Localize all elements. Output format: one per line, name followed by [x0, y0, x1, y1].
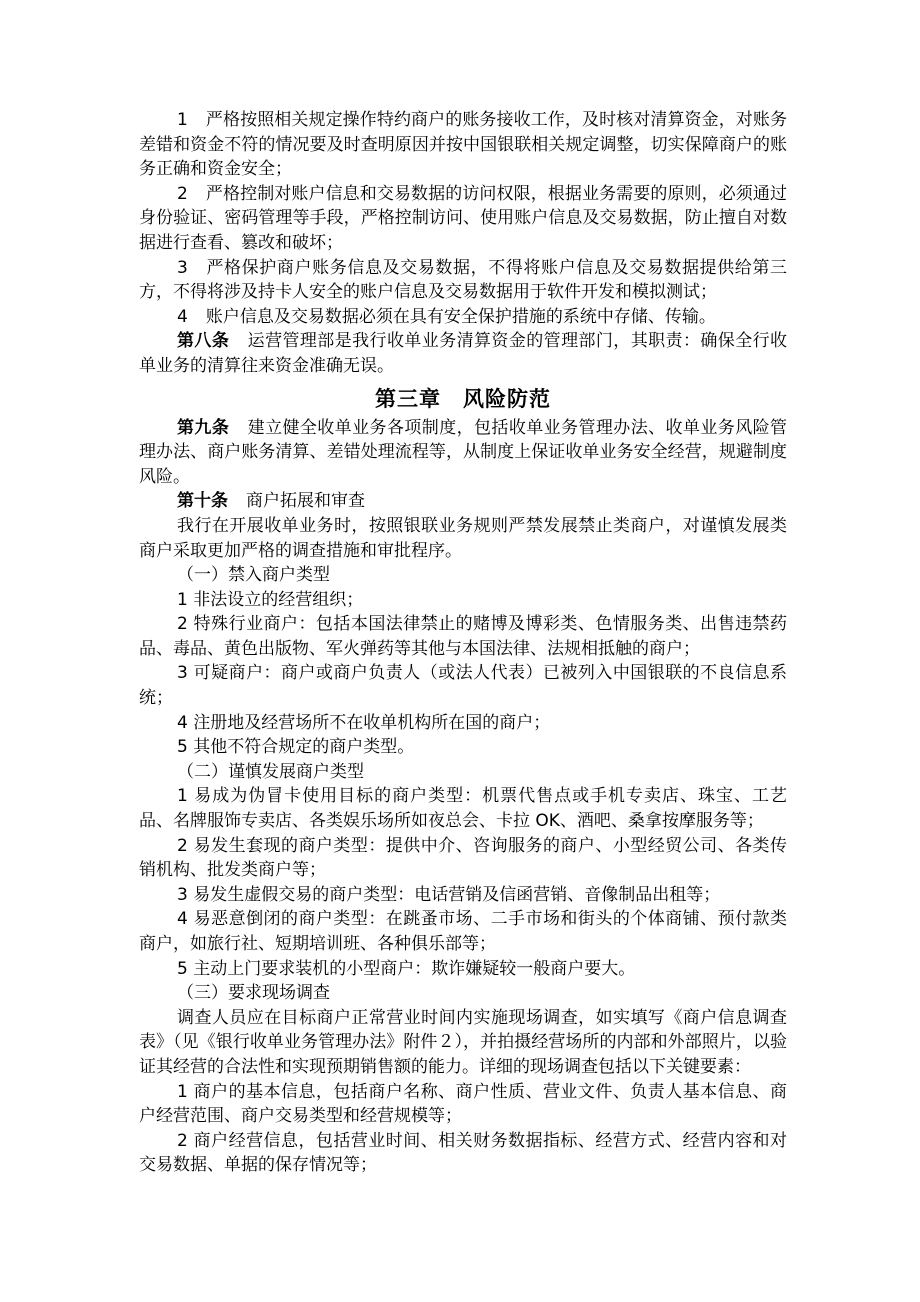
section-3-intro: 调查人员应在目标商户正常营业时间内实施现场调查，如实填写《商户信息调查表》（见《银行收单业务管理办法》附件２），并拍摄经营场所的内部和外部照片，以验证其经营的合法性和实现预期销售额的能力。详细的现场调查包括以下关键要素： [139, 1007, 787, 1077]
section-2-item-1: 1 易成为伪冒卡使用目标的商户类型：机票代售点或手机专卖店、珠宝、工艺品、名牌服饰专卖店、各类娱乐场所如夜总会、卡拉 OK、酒吧、桑拿按摩服务等； [139, 786, 787, 832]
article-10-intro: 我行在开展收单业务时，按照银联业务规则严禁发展禁止类商户，对谨慎发展类商户采取更加严格的调查措施和审批程序。 [139, 515, 787, 561]
section-3-item-1: 1 商户的基本信息，包括商户名称、商户性质、营业文件、负责人基本信息、商户经营范围、商户交易类型和经营规模等； [139, 1081, 787, 1127]
section-2-item-3: 3 易发生虚假交易的商户类型：电话营销及信函营销、音像制品出租等； [177, 884, 721, 905]
clause-3: 3 严格保护商户账务信息及交易数据，不得将账户信息及交易数据提供给第三方，不得将涉及持卡人安全的账户信息及交易数据用于软件开发和模拟测试； [139, 257, 787, 303]
section-1-item-1: 1 非法设立的经营组织； [177, 589, 364, 610]
section-1-title: （一）禁入商户类型 [177, 565, 330, 586]
section-2-item-5: 5 主动上门要求装机的小型商户：欺诈嫌疑较一般商户要大。 [177, 958, 636, 979]
section-2-item-2: 2 易发生套现的商户类型：提供中介、咨询服务的商户、小型经贸公司、各类传销机构、批发类商户等； [139, 835, 787, 881]
clause-4: 4 账户信息及交易数据必须在具有安全保护措施的系统中存储、传输。 [177, 306, 716, 327]
clause-1: 1 严格按照相关规定操作特约商户的账务接收工作，及时核对清算资金，对账务差错和资金不符的情况要及时查明原因并按中国银联相关规定调整，切实保障商户的账务正确和资金安全； [139, 110, 787, 180]
article-9: 第九条 建立健全收单业务各项制度，包括收单业务管理办法、收单业务风险管理办法、商户账务清算、差错处理流程等，从制度上保证收单业务安全经营，规避制度风险。 [139, 417, 788, 487]
article-10-label: 第十条 [177, 491, 228, 512]
document-page [139, 108, 787, 1178]
article-8-label: 第八条 [177, 331, 230, 352]
section-3-title: （三）要求现场调查 [177, 983, 330, 1004]
section-1-item-4: 4 注册地及经营场所不在收单机构所在国的商户； [177, 712, 551, 733]
article-10: 第十条 商户拓展和审查 [177, 491, 365, 512]
section-1-item-5: 5 其他不符合规定的商户类型。 [177, 737, 415, 758]
section-1-item-3: 3 可疑商户：商户或商户负责人（或法人代表）已被列入中国银联的不良信息系统； [139, 663, 787, 709]
section-2-item-4: 4 易恶意倒闭的商户类型：在跳蚤市场、二手市场和街头的个体商铺、预付款类商户，如旅行社、短期培训班、各种俱乐部等； [139, 909, 787, 954]
section-3-item-2: 2 商户经营信息，包括营业时间、相关财务数据指标、经营方式、经营内容和对交易数据、单据的保存情况等； [139, 1130, 787, 1176]
article-8: 第八条 运营管理部是我行收单业务清算资金的管理部门，其职责：确保全行收单业务的清算往来资金准确无误。 [139, 331, 788, 376]
section-1-item-2: 2 特殊行业商户：包括本国法律禁止的赌博及博彩类、色情服务类、出售违禁药品、毒品、黄色出版物、军火弹药等其他与本国法律、法规相抵触的商户； [139, 614, 787, 659]
chapter-3-title: 第三章 风险防范 [375, 386, 551, 411]
section-2-title: （二）谨慎发展商户类型 [177, 761, 364, 782]
article-9-label: 第九条 [177, 417, 230, 438]
clause-2: 2 严格控制对账户信息和交易数据的访问权限，根据业务需要的原则，必须通过身份验证、密码管理等手段，严格控制访问、使用账户信息及交易数据，防止擅自对数据进行查看、篡改和破坏； [139, 183, 787, 253]
